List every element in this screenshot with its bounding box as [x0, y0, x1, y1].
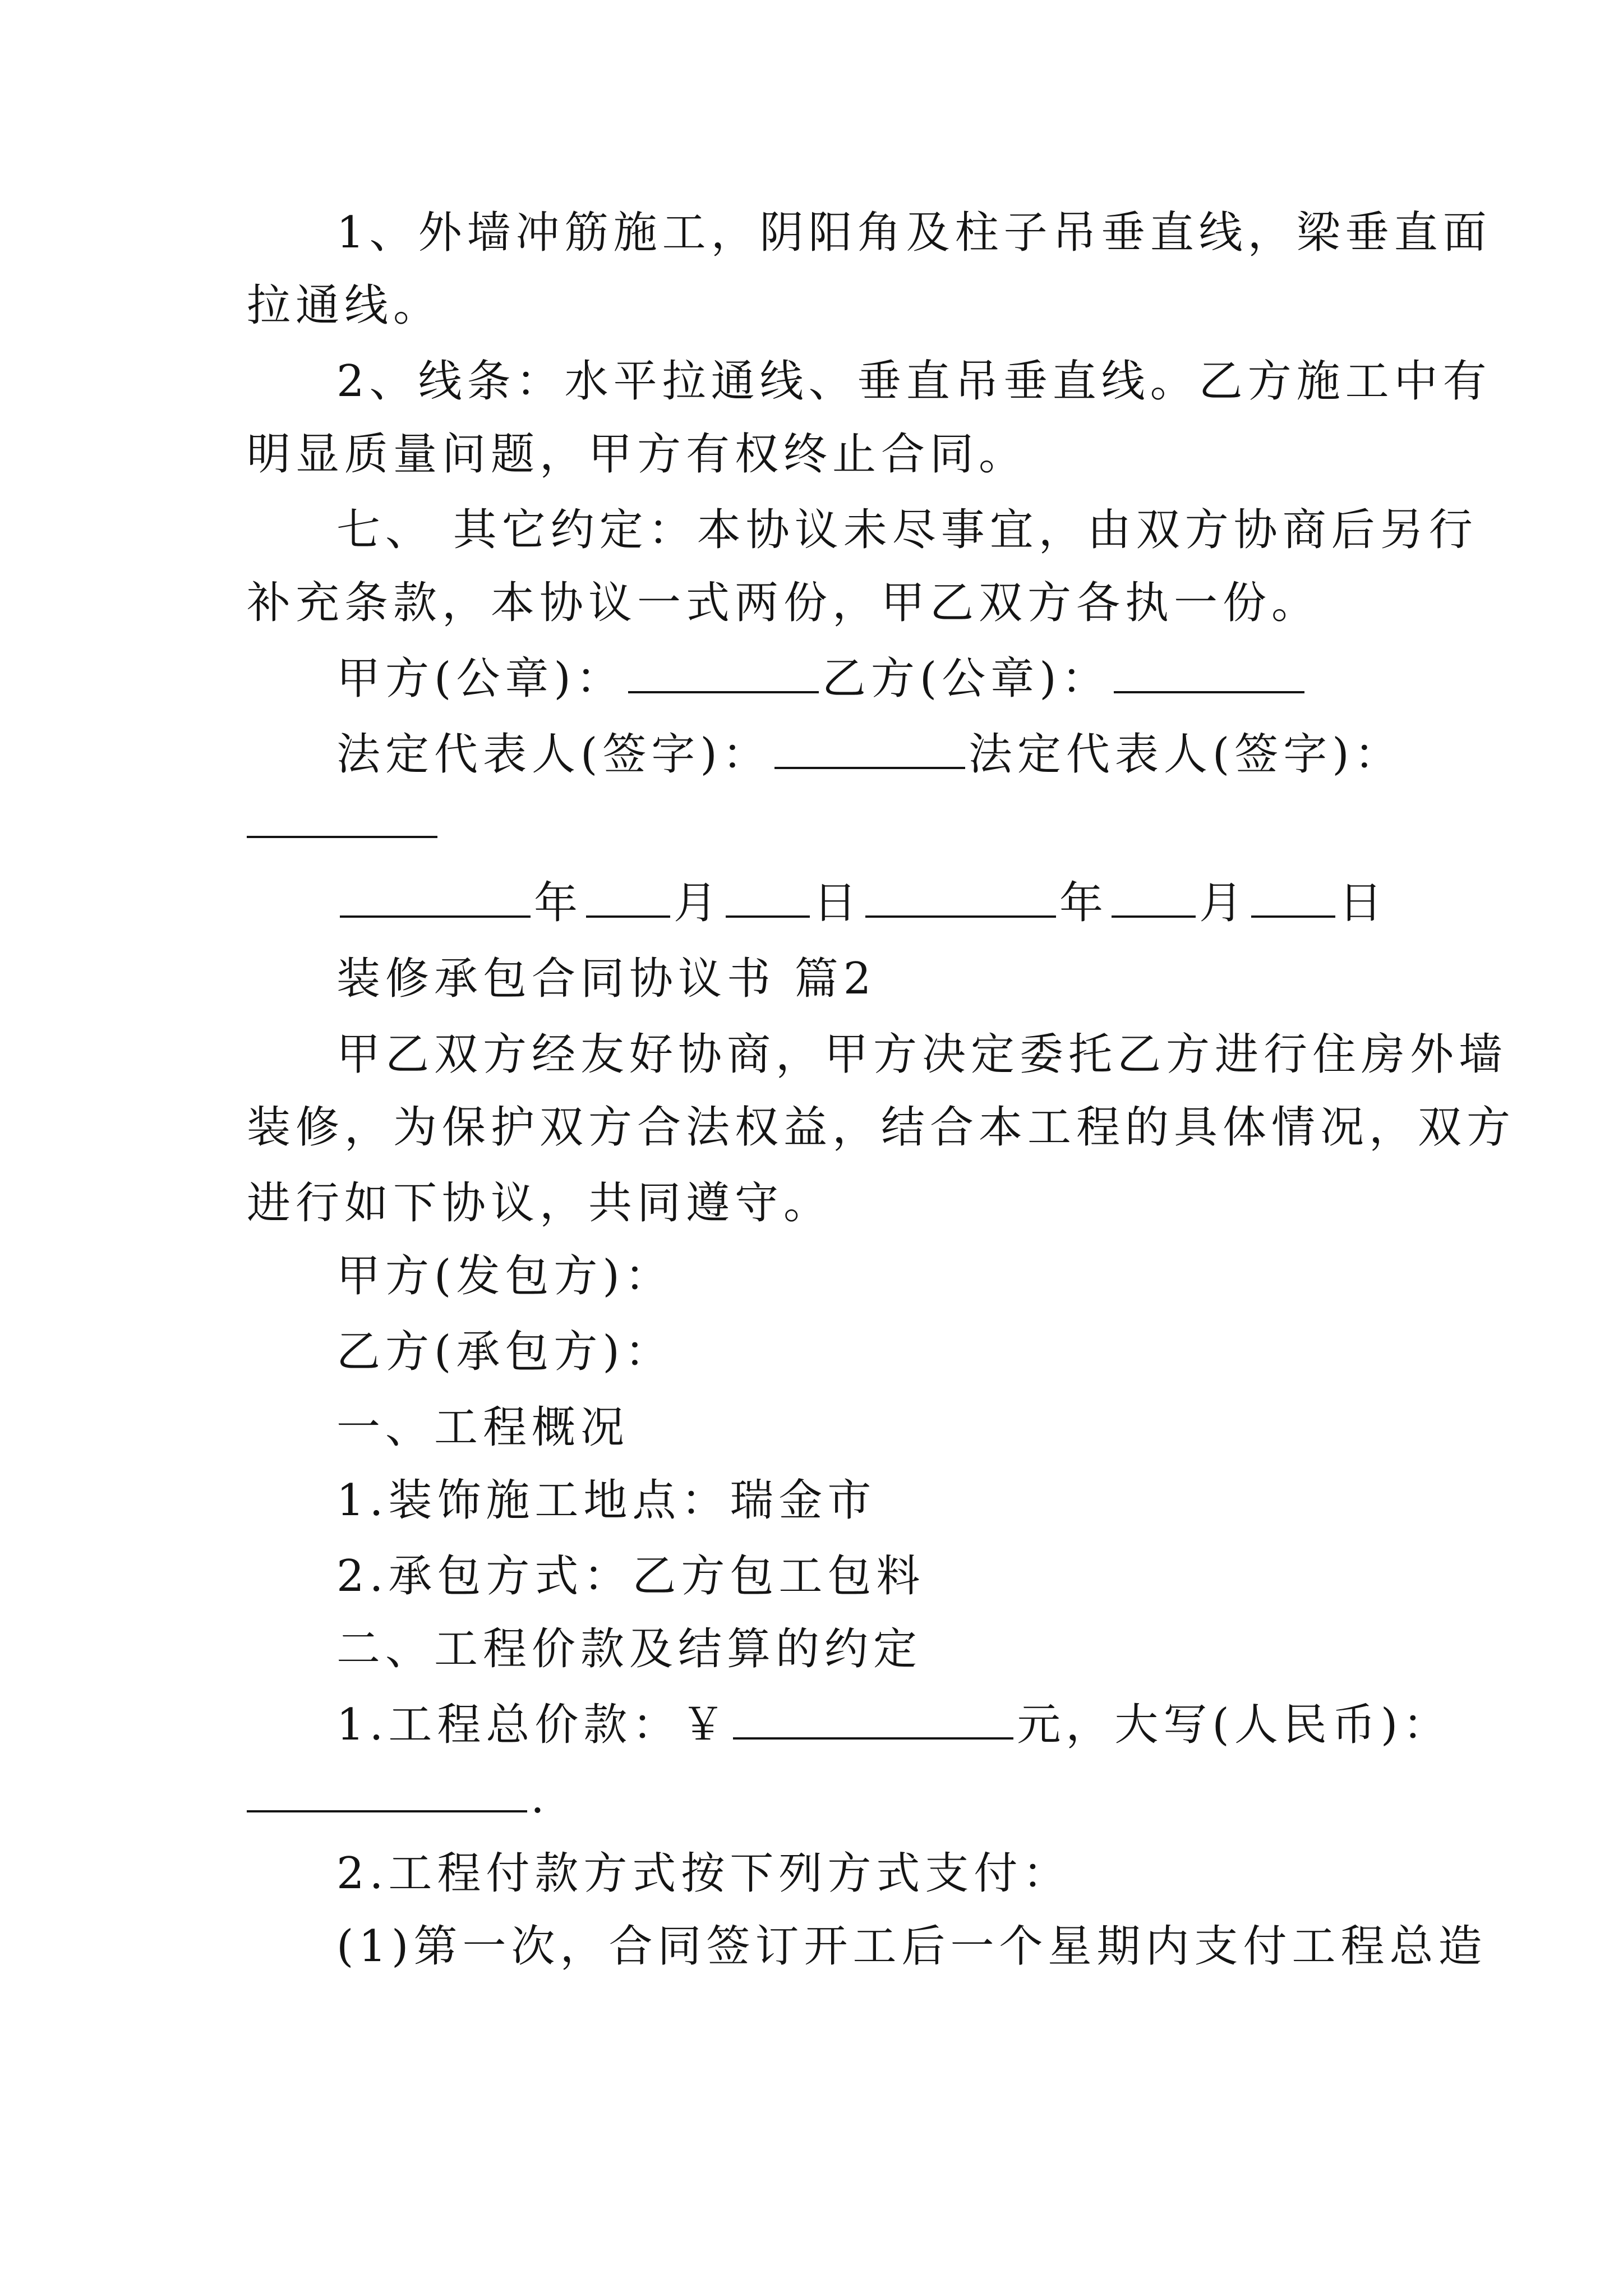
paragraph-4-line-1: 甲乙双方经友好协商，甲方决定委托乙方进行住房外墙 [336, 1029, 1508, 1080]
party-a-year-label: 年 [534, 878, 583, 928]
party-b-month-label: 月 [1199, 878, 1248, 928]
paragraph-3-line-2: 补充条款，本协议一式两份，甲乙双方各执一份。 [247, 578, 1321, 628]
section-2-heading: 二、工程价款及结算的约定 [336, 1624, 923, 1674]
section-1-heading: 一、工程概况 [336, 1402, 630, 1453]
price-in-words-end: . [531, 1773, 550, 1823]
payment-method-line: 2.工程付款方式按下列方式支付： [336, 1848, 1072, 1899]
party-a-day-blank [726, 880, 810, 918]
party-a-representative-blank [774, 731, 965, 769]
date-line [336, 875, 1387, 931]
party-b-seal-blank [1114, 655, 1304, 693]
first-payment-line: (1)第一次，合同签订开工后一个星期内支付工程总造 [336, 1921, 1487, 1972]
party-b-representative-label: 法定代表人(签字)： [968, 729, 1403, 780]
party-b-year-label: 年 [1059, 878, 1109, 928]
price-in-words-blank [247, 1774, 527, 1812]
price-in-words-line [247, 1770, 550, 1826]
party-b-seal-label: 乙方(公章)： [822, 654, 1110, 704]
paragraph-1-line-2: 拉通线。 [247, 280, 442, 331]
party-a-month-blank [586, 880, 670, 918]
party-b-day-label: 日 [1339, 878, 1388, 928]
paragraph-4-line-2: 装修，为保护双方合法权益，结合本工程的具体情况，双方 [247, 1102, 1516, 1153]
paragraph-2-line-2: 明显质量问题，甲方有权终止合同。 [247, 429, 1028, 480]
party-a-day-label: 日 [813, 878, 863, 928]
party-b-year-blank [865, 880, 1056, 918]
party-b-day-blank [1251, 880, 1335, 918]
party-a-representative-label: 法定代表人(签字)： [336, 729, 771, 780]
item-1-location: 1.装饰施工地点：瑞金市 [336, 1475, 877, 1526]
total-price-line [336, 1697, 1451, 1753]
total-price-unit-label: 元，大写(人民币)： [1017, 1700, 1452, 1750]
paragraph-1-line-1: 1、外墙冲筋施工，阴阳角及柱子吊垂直线，梁垂直面 [336, 208, 1492, 258]
total-price-blank [733, 1701, 1013, 1740]
party-b-month-blank [1112, 880, 1196, 918]
paragraph-4-line-3: 进行如下协议，共同遵守。 [247, 1178, 833, 1228]
party-b-label: 乙方(承包方)： [336, 1327, 674, 1377]
party-a-year-blank [340, 880, 531, 918]
party-a-month-label: 月 [674, 878, 723, 928]
item-2-contract-mode: 2.承包方式：乙方包工包料 [336, 1551, 925, 1602]
section-title-2: 装修承包合同协议书 篇2 [336, 954, 877, 1004]
total-price-label: 1.工程总价款：￥ [336, 1700, 730, 1750]
paragraph-2-line-1: 2、线条：水平拉通线、垂直吊垂直线。乙方施工中有 [336, 356, 1492, 407]
seal-line [336, 651, 1308, 707]
representative-line [336, 726, 1403, 783]
party-a-seal-label: 甲方(公章)： [336, 654, 625, 704]
party-b-representative-blank [247, 836, 437, 838]
party-a-label: 甲方(发包方)： [336, 1251, 674, 1301]
paragraph-3-line-1: 七、 其它约定：本协议未尽事宜，由双方协商后另行 [336, 505, 1478, 555]
party-a-seal-blank [628, 655, 819, 693]
